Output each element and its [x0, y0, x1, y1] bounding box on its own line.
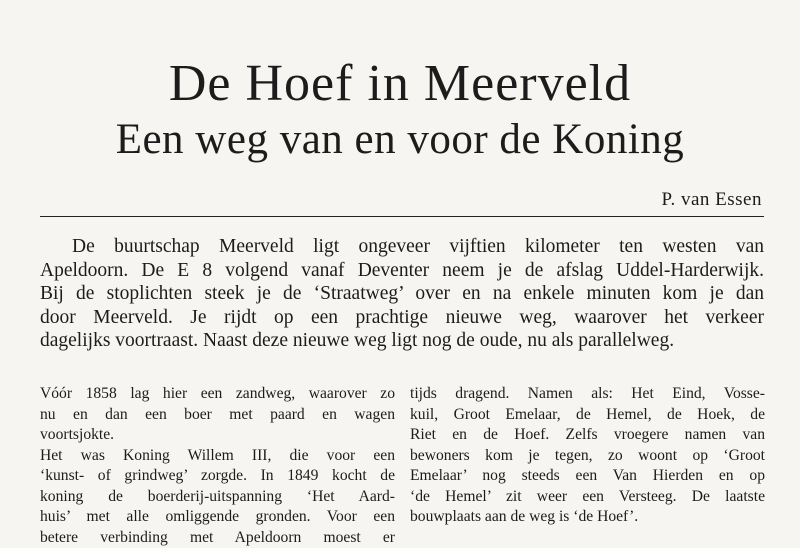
- intro-line: dagelijks voortraast. Naast deze nieuwe weg ligt nog de oude, nu als parallelweg.: [40, 329, 764, 353]
- article-author: P. van Essen: [662, 189, 762, 211]
- column-line: Emelaar’ nog steeds een Van Hierden en op: [410, 466, 765, 487]
- article-subtitle: Een weg van en voor de Koning: [0, 114, 800, 166]
- column-line: Riet en de Hoef. Zelfs vroegere namen van: [410, 425, 765, 446]
- right-column: [410, 384, 765, 528]
- column-line: bouwplaats aan de weg is ‘de Hoef’.: [410, 507, 765, 528]
- column-line: kuil, Groot Emelaar, de Hemel, de Hoek, de: [410, 405, 765, 426]
- column-line: huis’ met alle omliggende gronden. Voor een: [40, 507, 395, 528]
- column-line: ‘de Hemel’ zit weer een Versteeg. De laatste: [410, 487, 765, 508]
- column-line: koning de boerderij-uitspanning ‘Het Aard-: [40, 487, 395, 508]
- column-line: tijds dragend. Namen als: Het Eind, Vosse-: [410, 384, 765, 405]
- column-line: nu en dan een boer met paard en wagen: [40, 405, 395, 426]
- intro-line: De buurtschap Meerveld ligt ongeveer vijftien kilometer ten westen van: [40, 235, 764, 259]
- column-line: Vóór 1858 lag hier een zandweg, waarover zo: [40, 384, 395, 405]
- header-rule: [40, 216, 764, 217]
- column-line: ‘kunst- of grindweg’ zorgde. In 1849 kocht de: [40, 466, 395, 487]
- left-column: [40, 384, 395, 548]
- column-line: bewoners kom je tegen, zo woont op ‘Groot: [410, 446, 765, 467]
- column-line: Het was Koning Willem III, die voor een: [40, 446, 395, 467]
- intro-line: Bij de stoplichten steek je de ‘Straatweg’ over en na enkele minuten kom je dan: [40, 282, 764, 306]
- column-line: betere verbinding met Apeldoorn moest er: [40, 528, 395, 548]
- article-title: De Hoef in Meerveld: [0, 54, 800, 114]
- intro-line: door Meerveld. Je rijdt op een prachtige nieuwe weg, waarover het verkeer: [40, 306, 764, 330]
- column-line: voortsjokte.: [40, 425, 395, 446]
- intro-paragraph: [40, 235, 764, 353]
- intro-line: Apeldoorn. De E 8 volgend vanaf Deventer neem je de afslag Uddel-Harderwijk.: [40, 259, 764, 283]
